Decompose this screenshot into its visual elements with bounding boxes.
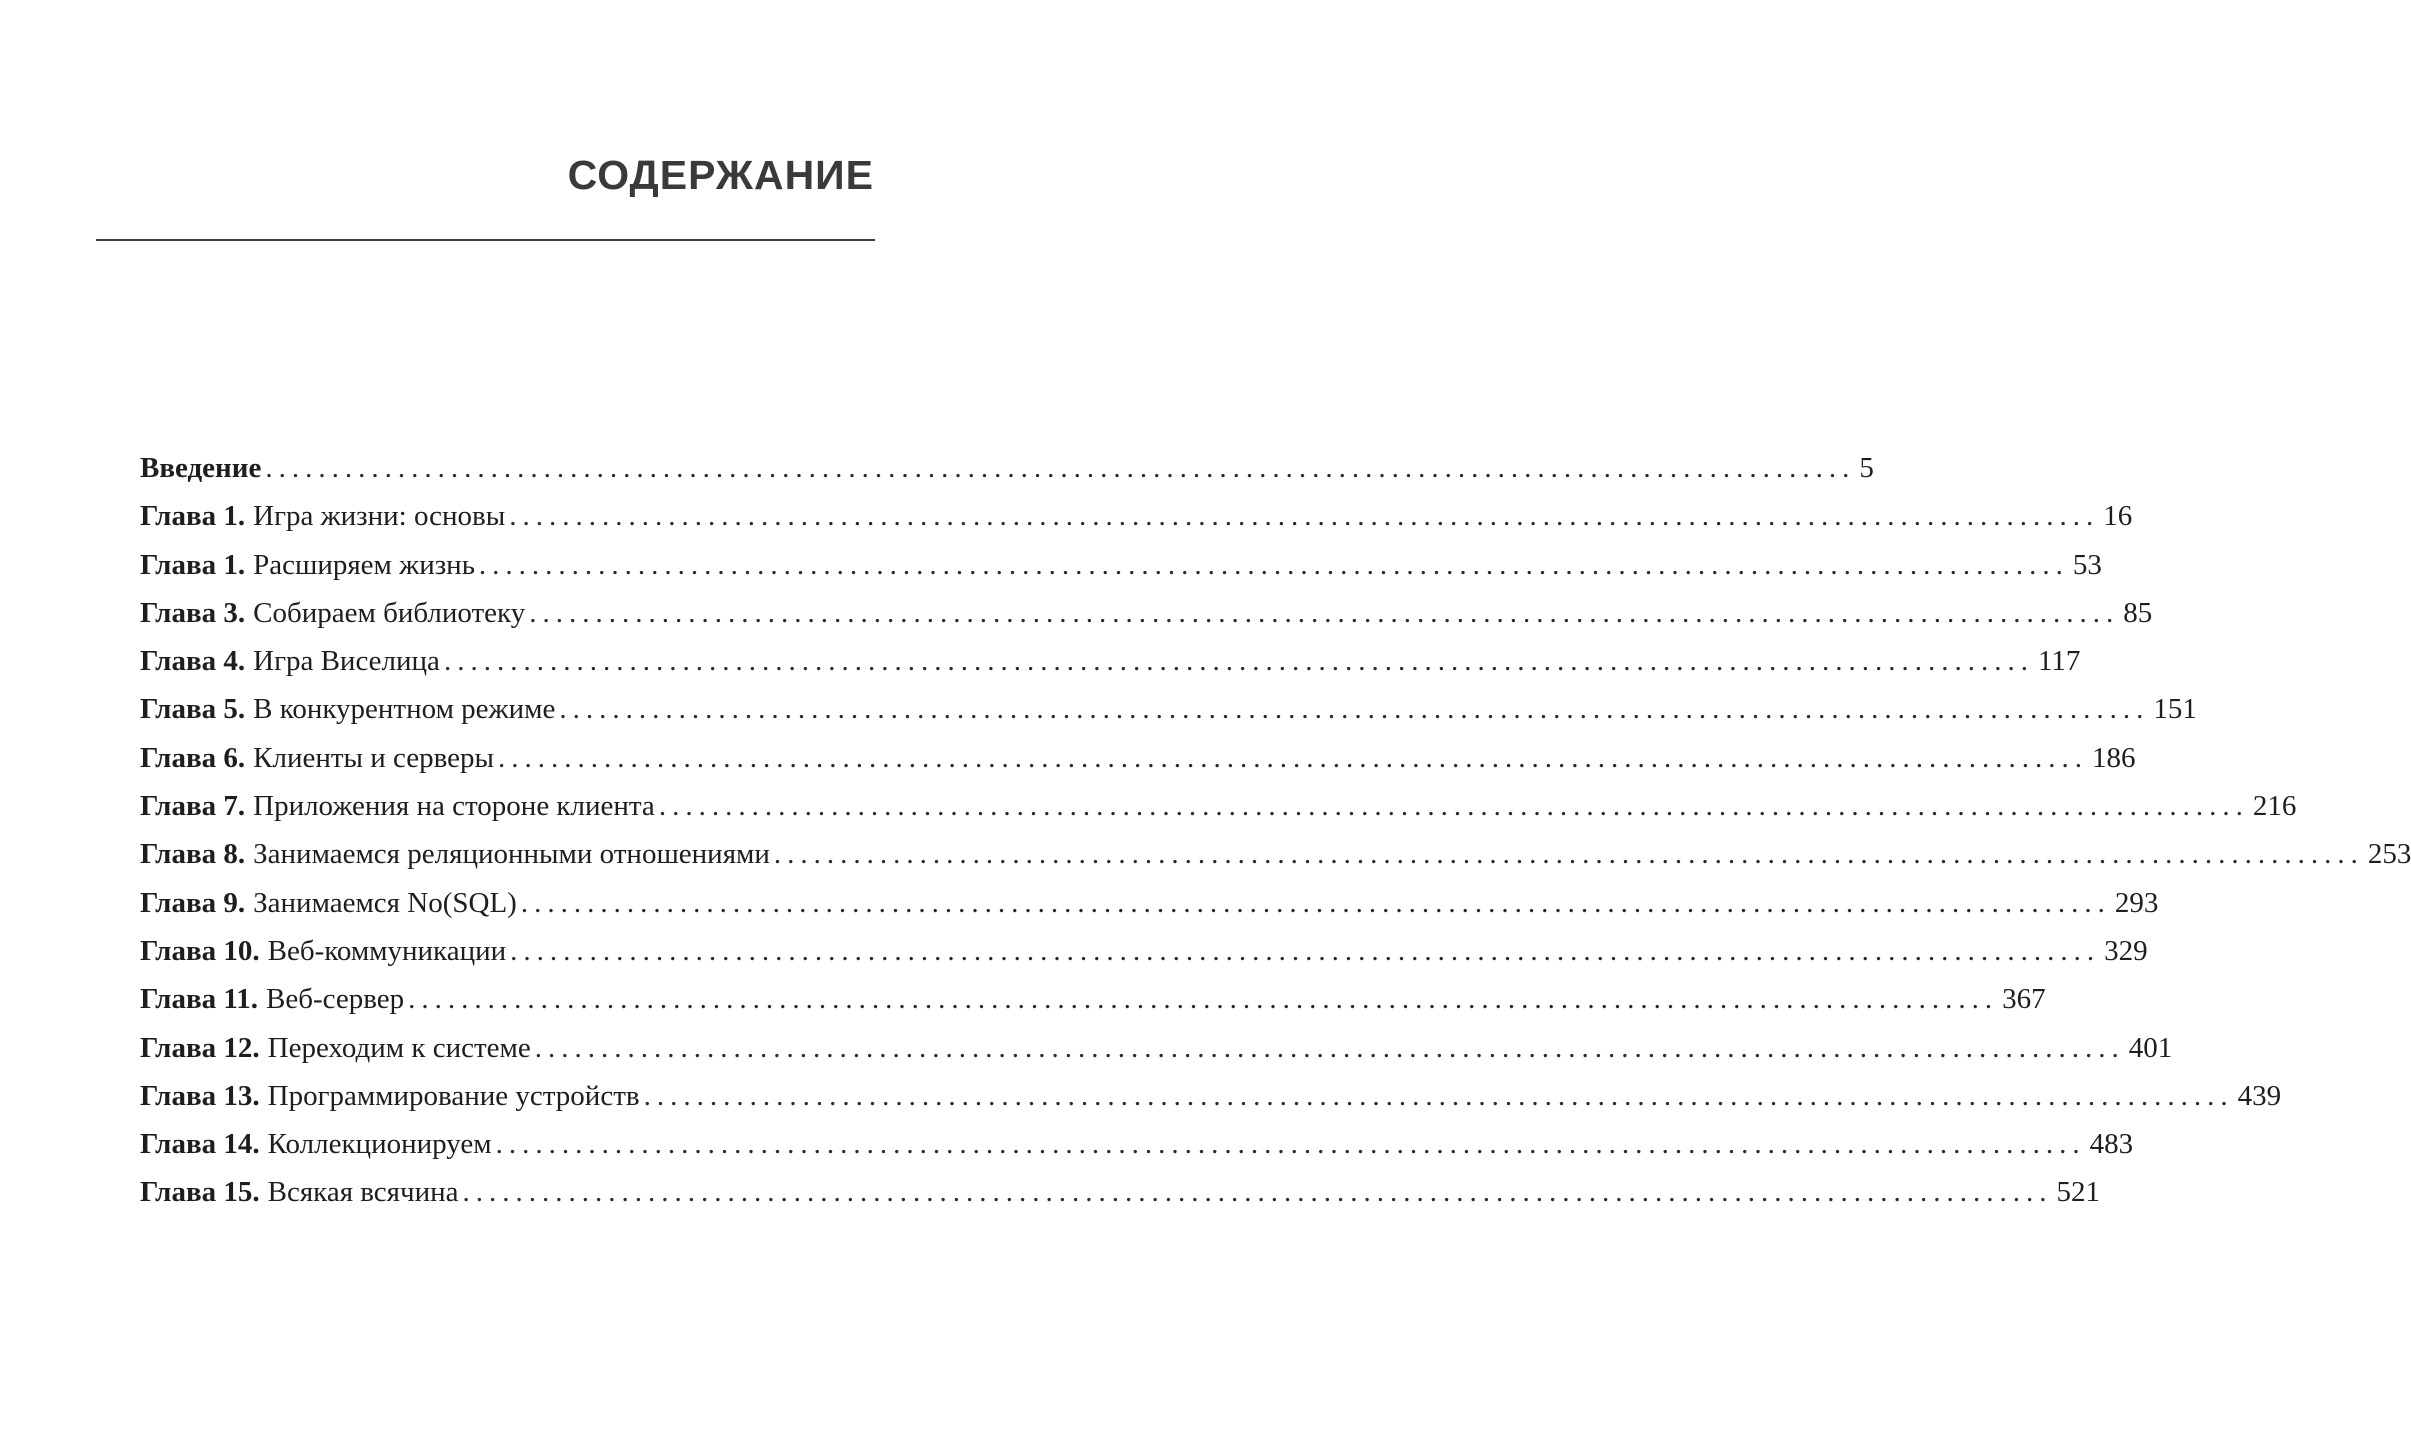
toc-entry-label: Глава 3. [140, 596, 246, 629]
toc-entry [140, 741, 2136, 790]
toc-entry-leader: ........................................................................................................................ [408, 983, 1999, 1016]
toc-entry-page: 5 [1859, 452, 1874, 484]
toc-entry-page: 151 [2153, 693, 2197, 726]
toc-entry-leader: ........................................................................................................................ [520, 886, 2111, 919]
toc-entry-leader: ........................................................................................................................ [478, 548, 2069, 581]
toc-entry-page: 117 [2037, 645, 2081, 678]
toc-entry-leader: ........................................................................................................................ [510, 934, 2101, 967]
toc-entry-leader: ........................................................................................................................ [498, 741, 2089, 774]
toc-entry-page: 367 [2002, 983, 2046, 1016]
toc-entry-label: Глава 7. [140, 790, 246, 823]
toc-entry [140, 693, 2197, 741]
toc-entry-leader: ........................................................................................................................ [773, 838, 2364, 871]
toc-entry-page: 216 [2252, 790, 2297, 823]
toc-entry-leader: ........................................................................................................................ [265, 452, 1856, 484]
toc-entry-label: Глава 13. [140, 1079, 260, 1112]
toc-entry [140, 934, 2148, 983]
toc-entry-title: Расширяем жизнь [253, 548, 475, 581]
toc-entry [140, 645, 2081, 693]
toc-entry-label: Глава 1. [140, 548, 246, 581]
toc-entry-label: Глава 15. [140, 1176, 260, 1209]
heading-divider [96, 239, 875, 241]
toc-entry-title: Занимаемся реляционными отношениями [253, 838, 770, 871]
toc-entry-title: Занимаемся No(SQL) [253, 886, 517, 919]
toc-entry-page: 293 [2114, 886, 2159, 919]
toc-entry-page: 186 [2092, 741, 2136, 774]
toc-entry-page: 329 [2104, 934, 2148, 967]
table-of-contents [140, 452, 2411, 1225]
toc-entry [140, 790, 2297, 838]
toc-entry [140, 838, 2411, 886]
toc-entry-leader: ........................................................................................................................ [559, 693, 2150, 726]
toc-entry-title: Игра Виселица [253, 645, 440, 678]
toc-entry-label: Глава 11. [140, 983, 259, 1016]
toc-entry-leader: ........................................................................................................................ [643, 1079, 2234, 1112]
toc-entry-page: 53 [2072, 548, 2102, 581]
toc-entry [140, 1031, 2173, 1080]
toc-entry-leader: ........................................................................................................................ [443, 645, 2034, 678]
toc-entry [140, 1079, 2282, 1128]
toc-entry-page: 439 [2237, 1079, 2282, 1112]
toc-entry-title: Веб-сервер [266, 983, 405, 1016]
toc-entry-page: 253 [2367, 838, 2411, 871]
toc-entry-leader: ........................................................................................................................ [534, 1031, 2125, 1064]
toc-entry-title: Клиенты и серверы [253, 741, 495, 774]
page-title: СОДЕРЖАНИЕ [567, 152, 874, 198]
toc-entry-title: Приложения на стороне клиента [253, 790, 655, 823]
toc-entry-label: Глава 4. [140, 645, 246, 678]
toc-entry [140, 596, 2153, 645]
toc-entry-label: Введение [140, 452, 262, 484]
toc-entry-title: Переходим к системе [267, 1031, 531, 1064]
toc-entry-title: В конкурентном режиме [253, 693, 556, 726]
toc-entry [140, 500, 2133, 548]
toc-entry-page: 483 [2089, 1128, 2134, 1161]
toc-entry-page: 521 [2056, 1176, 2101, 1209]
toc-entry-title: Собираем библиотеку [253, 596, 526, 629]
toc-entry [140, 983, 2046, 1031]
toc-entry [140, 886, 2159, 935]
toc-entry-title: Всякая всячина [267, 1176, 459, 1209]
toc-entry-label: Глава 1. [140, 500, 246, 533]
toc-entry [140, 1176, 2101, 1224]
toc-entry-label: Глава 8. [140, 838, 246, 871]
toc-entry-label: Глава 9. [140, 886, 246, 919]
toc-entry-label: Глава 6. [140, 741, 246, 774]
toc-entry-label: Глава 10. [140, 934, 260, 967]
toc-entry-leader: ........................................................................................................................ [658, 790, 2249, 823]
toc-entry-title: Игра жизни: основы [253, 500, 506, 533]
toc-entry-leader: ........................................................................................................................ [529, 596, 2120, 629]
toc-entry-page: 16 [2103, 500, 2133, 533]
toc-entry-leader: ........................................................................................................................ [509, 500, 2100, 533]
toc-entry-label: Глава 12. [140, 1031, 260, 1064]
toc-entry-title: Программирование устройств [267, 1079, 640, 1112]
toc-entry [140, 1128, 2134, 1176]
toc-entry [140, 452, 1874, 500]
toc-entry-leader: ........................................................................................................................ [462, 1176, 2053, 1209]
toc-entry-page: 85 [2123, 596, 2153, 629]
toc-entry-label: Глава 5. [140, 693, 246, 726]
toc-entry-page: 401 [2128, 1031, 2173, 1064]
toc-entry-label: Глава 14. [140, 1128, 260, 1161]
toc-entry [140, 548, 2102, 597]
toc-entry-leader: ........................................................................................................................ [495, 1128, 2086, 1161]
toc-entry-title: Веб-коммуникации [267, 934, 507, 967]
toc-entry-title: Коллекционируем [267, 1128, 492, 1161]
